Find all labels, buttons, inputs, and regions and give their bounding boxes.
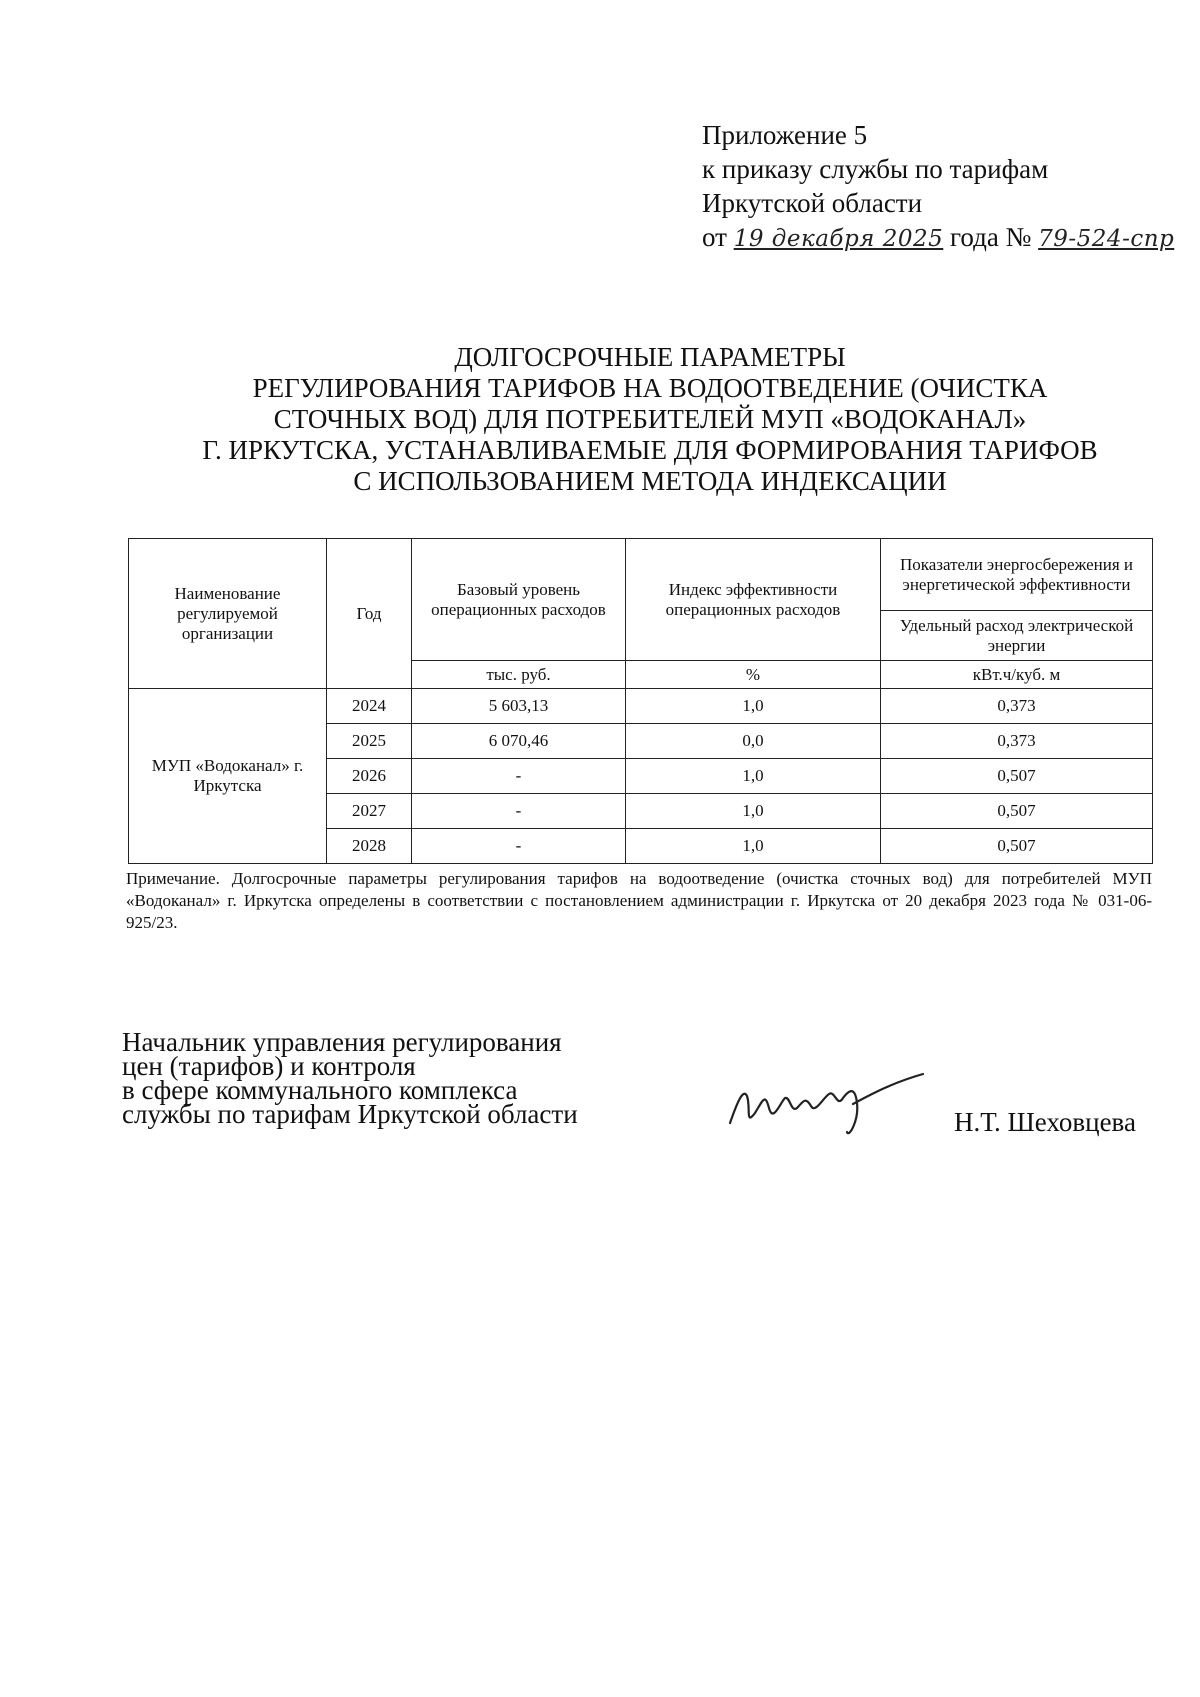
unit-base: тыс. руб. [412, 661, 626, 689]
cell-base: - [412, 759, 626, 794]
cell-energy: 0,507 [881, 759, 1153, 794]
unit-energy: кВт.ч/куб. м [881, 661, 1153, 689]
cell-organization: МУП «Водоканал» г. Иркутска [129, 689, 327, 864]
signer-line: Начальник управления регулирования [122, 1027, 562, 1057]
header-energy-consumption: Удельный расход электрической энергии [881, 611, 1153, 661]
unit-index: % [626, 661, 881, 689]
cell-base: 6 070,46 [412, 724, 626, 759]
title-line: ДОЛГОСРОЧНЫЕ ПАРАМЕТРЫ [454, 342, 846, 372]
title-line: РЕГУЛИРОВАНИЯ ТАРИФОВ НА ВОДООТВЕДЕНИЕ (ОЧИСТКА [252, 373, 1048, 403]
cell-index: 0,0 [626, 724, 881, 759]
signer-line: службы по тарифам Иркутской области [122, 1099, 578, 1129]
signature-mark [725, 1068, 925, 1138]
date-prefix: от [702, 222, 727, 252]
header-efficiency-index: Индекс эффективности операционных расходов [626, 539, 881, 661]
cell-year: 2026 [327, 759, 412, 794]
appendix-line: Приложение 5 [702, 120, 868, 150]
cell-energy: 0,373 [881, 689, 1153, 724]
appendix-block [702, 118, 1174, 256]
cell-index: 1,0 [626, 829, 881, 864]
year-word: года № [950, 222, 1032, 252]
cell-year: 2025 [327, 724, 412, 759]
signer-name: Н.Т. Шеховцева [954, 1107, 1136, 1137]
parameters-table [128, 538, 1153, 864]
cell-year: 2024 [327, 689, 412, 724]
title-line: СТОЧНЫХ ВОД) ДЛЯ ПОТРЕБИТЕЛЕЙ МУП «ВОДОКАНАЛ» [273, 404, 1027, 434]
order-date-line [702, 220, 1174, 256]
cell-year: 2027 [327, 794, 412, 829]
table-note: Примечание. Долгосрочные параметры регулирования тарифов на водоотведение (очистка сточных вод) для потребителей МУП «Водоканал» г. Иркутска определены в соответствии с постановлением администрации г. Иркутска от 20 декабря 2023 года № 031-06-925/23. [126, 869, 1152, 932]
header-year: Год [327, 539, 412, 689]
cell-energy: 0,373 [881, 724, 1153, 759]
appendix-line: к приказу службы по тарифам [702, 154, 1049, 184]
handwritten-date: 19 декабря 2025 [733, 226, 944, 252]
appendix-line: Иркутской области [702, 188, 923, 218]
signer-line: цен (тарифов) и контроля [122, 1051, 416, 1081]
header-organization: Наименование регулируемой организации [129, 539, 327, 689]
cell-index: 1,0 [626, 759, 881, 794]
cell-energy: 0,507 [881, 829, 1153, 864]
title-line: С ИСПОЛЬЗОВАНИЕМ МЕТОДА ИНДЕКСАЦИИ [353, 466, 947, 496]
cell-base: 5 603,13 [412, 689, 626, 724]
cell-index: 1,0 [626, 794, 881, 829]
header-energy-group: Показатели энергосбережения и энергетической эффективности [881, 539, 1153, 611]
document-title [120, 342, 1180, 497]
cell-base: - [412, 829, 626, 864]
cell-index: 1,0 [626, 689, 881, 724]
cell-year: 2028 [327, 829, 412, 864]
table-row [129, 689, 1153, 724]
cell-energy: 0,507 [881, 794, 1153, 829]
signer-line: в сфере коммунального комплекса [122, 1075, 518, 1105]
handwritten-order-number: 79-524-спр [1038, 226, 1175, 252]
cell-base: - [412, 794, 626, 829]
signer-position [122, 1027, 578, 1129]
title-line: Г. ИРКУТСКА, УСТАНАВЛИВАЕМЫЕ ДЛЯ ФОРМИРОВАНИЯ ТАРИФОВ [202, 435, 1098, 465]
header-base-level: Базовый уровень операционных расходов [412, 539, 626, 661]
